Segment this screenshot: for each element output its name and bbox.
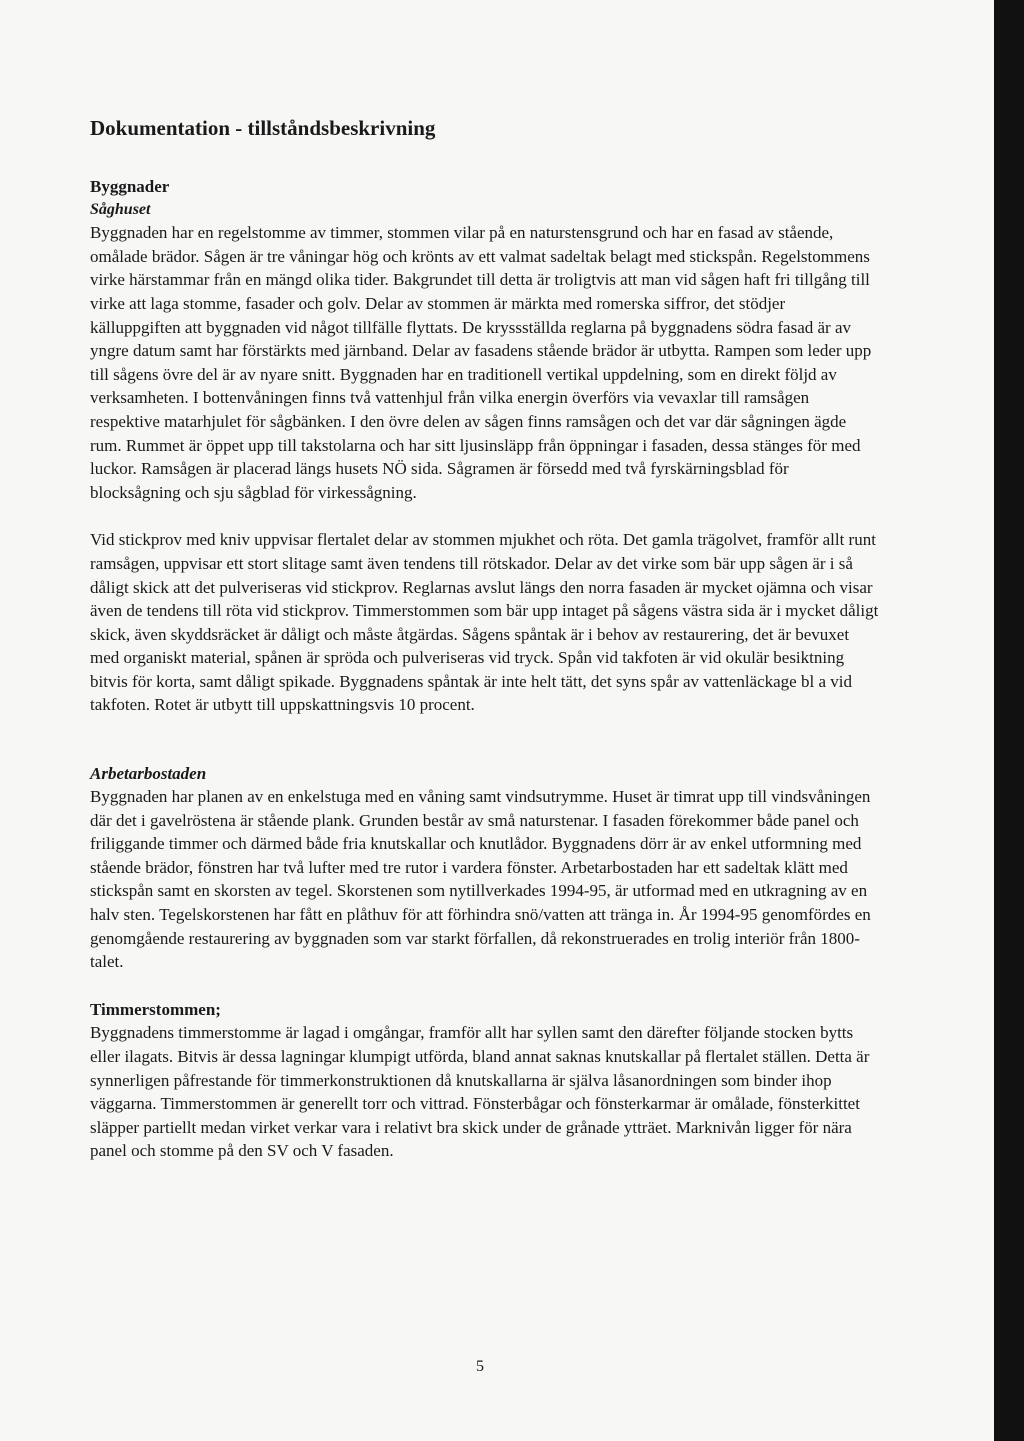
- document-title: Dokumentation - tillståndsbeskrivning: [90, 116, 436, 140]
- subsection-heading-saghuset: Såghuset: [90, 201, 151, 219]
- subsection-heading-arbetarbostaden: Arbetarbostaden: [90, 764, 207, 784]
- scan-edge: [994, 0, 1024, 1441]
- saghuset-paragraph-condition: Vid stickprov med kniv uppvisar flertalet delar av stommen mjukhet och röta. Det gamla trägolvet, framför allt runt ramsågen, uppvisar ett stort slitage samt även tendens till rötskador. Delar av det virke som bär upp sågen är i så dåligt skick att det pulveriseras vid stickprov. Reglarnas avslut längs den norra fasaden är mycket ojämna och visar även de tendens till röta vid stickprov. Timmerstommen som bär upp intaget på sågens västra sida är i mycket dåligt skick, även skyddsräcket är dåligt och måste åtgärdas. Sågens spåntak är i behov av restaurering, det är bevuxet med organiskt material, spånen är spröda och pulveriseras vid tryck. Spån vid takfoten är vid okulär besiktning bitvis för korta, samt dåligt spikade. Byggnadens spåntak är inte helt tätt, det syns spår av vattenläckage bl a vid takfoten. Rotet är utbytt till uppskattningsvis 10 procent.: [90, 530, 879, 715]
- section-heading-byggnader: Byggnader: [90, 177, 170, 197]
- arbetarbostaden-paragraph: Byggnaden har planen av en enkelstuga med en våning samt vindsutrymme. Huset är timrat upp till vindsvåningen där det i gavelröstena är stående plank. Grunden består av små naturstenar. I fasaden förekommer både panel och friliggande timmer och därmed både fria knutskallar och knutlådor. Byggnadens dörr är av enkel utformning med stående brädor, fönstren har två lufter med tre rutor i vardera fönster. Arbetarbostaden har ett sadeltak klätt med stickspån samt en skorsten av tegel. Skorstenen som nytillverkades 1994-95, är utformad med en utkragning av en halv sten. Tegelskorstenen har fått en plåthuv för att förhindra snö/vatten att tränga in. År 1994-95 genomfördes en genomgående restaurering av byggnaden som var starkt förfallen, då rekonstruerades en trolig interiör från 1800-talet.: [90, 787, 871, 972]
- saghuset-paragraph-description: Byggnaden har en regelstomme av timmer, stommen vilar på en naturstensgrund och har en fasad av stående, omålade brädor. Sågen är tre våningar hög och krönts av ett valmat sadeltak belagt med stickspån. Regelstommens virke härstammar från en mängd olika tider. Bakgrundet till detta är troligtvis att man vid sågen haft fri tillgång till virke att laga stomme, fasader och golv. Delar av stommen är märkta med romerska siffror, det stödjer källuppgiften att byggnaden vid något tillfälle flyttats. De kryssställda reglarna på byggnadens södra fasad är av yngre datum samt har förstärkts med järnband. Delar av fasadens stående brädor är utbytta. Rampen som leder upp till sågens övre del är av nyare snitt. Byggnaden har en traditionell vertikal uppdelning, som en direkt följd av verksamheten. I bottenvåningen finns två vattenhjul från vilka energin överförs via vevaxlar till ramsågen respektive matarhjulet för sågbänken. I den övre delen av sågen finns ramsågen och det var där sågningen ägde rum. Rummet är öppet upp till takstolarna och har sitt ljusinsläpp från öppningar i fasaden, dessa stänges för med luckor. Ramsågen är placerad längs husets NÖ sida. Sågramen är försedd med två fyrskärningsblad för blocksågning och sju sågblad för virkessågning.: [90, 223, 872, 502]
- page-number: 5: [476, 1358, 484, 1375]
- timmerstommen-paragraph: Byggnadens timmerstomme är lagad i omgångar, framför allt har syllen samt den därefter följande stocken bytts eller ilagats. Bitvis är dessa lagningar klumpigt utförda, bland annat saknas knutskallar på flertalet ställen. Detta är synnerligen påfrestande för timmerkonstruktionen då knutskallarna är själva låsanordningen som binder ihop väggarna. Timmerstommen är generellt torr och vittrad. Fönsterbågar och fönsterkarmar är omålade, fönsterkittet släpper partiellt medan virket verkar vara i relativt bra skick under de grånade ytträet. Marknivån ligger för nära panel och stomme på den SV och V fasaden.: [90, 1023, 870, 1161]
- document-page: [90, 116, 880, 1163]
- subsection-heading-timmerstommen: Timmerstommen;: [90, 999, 221, 1019]
